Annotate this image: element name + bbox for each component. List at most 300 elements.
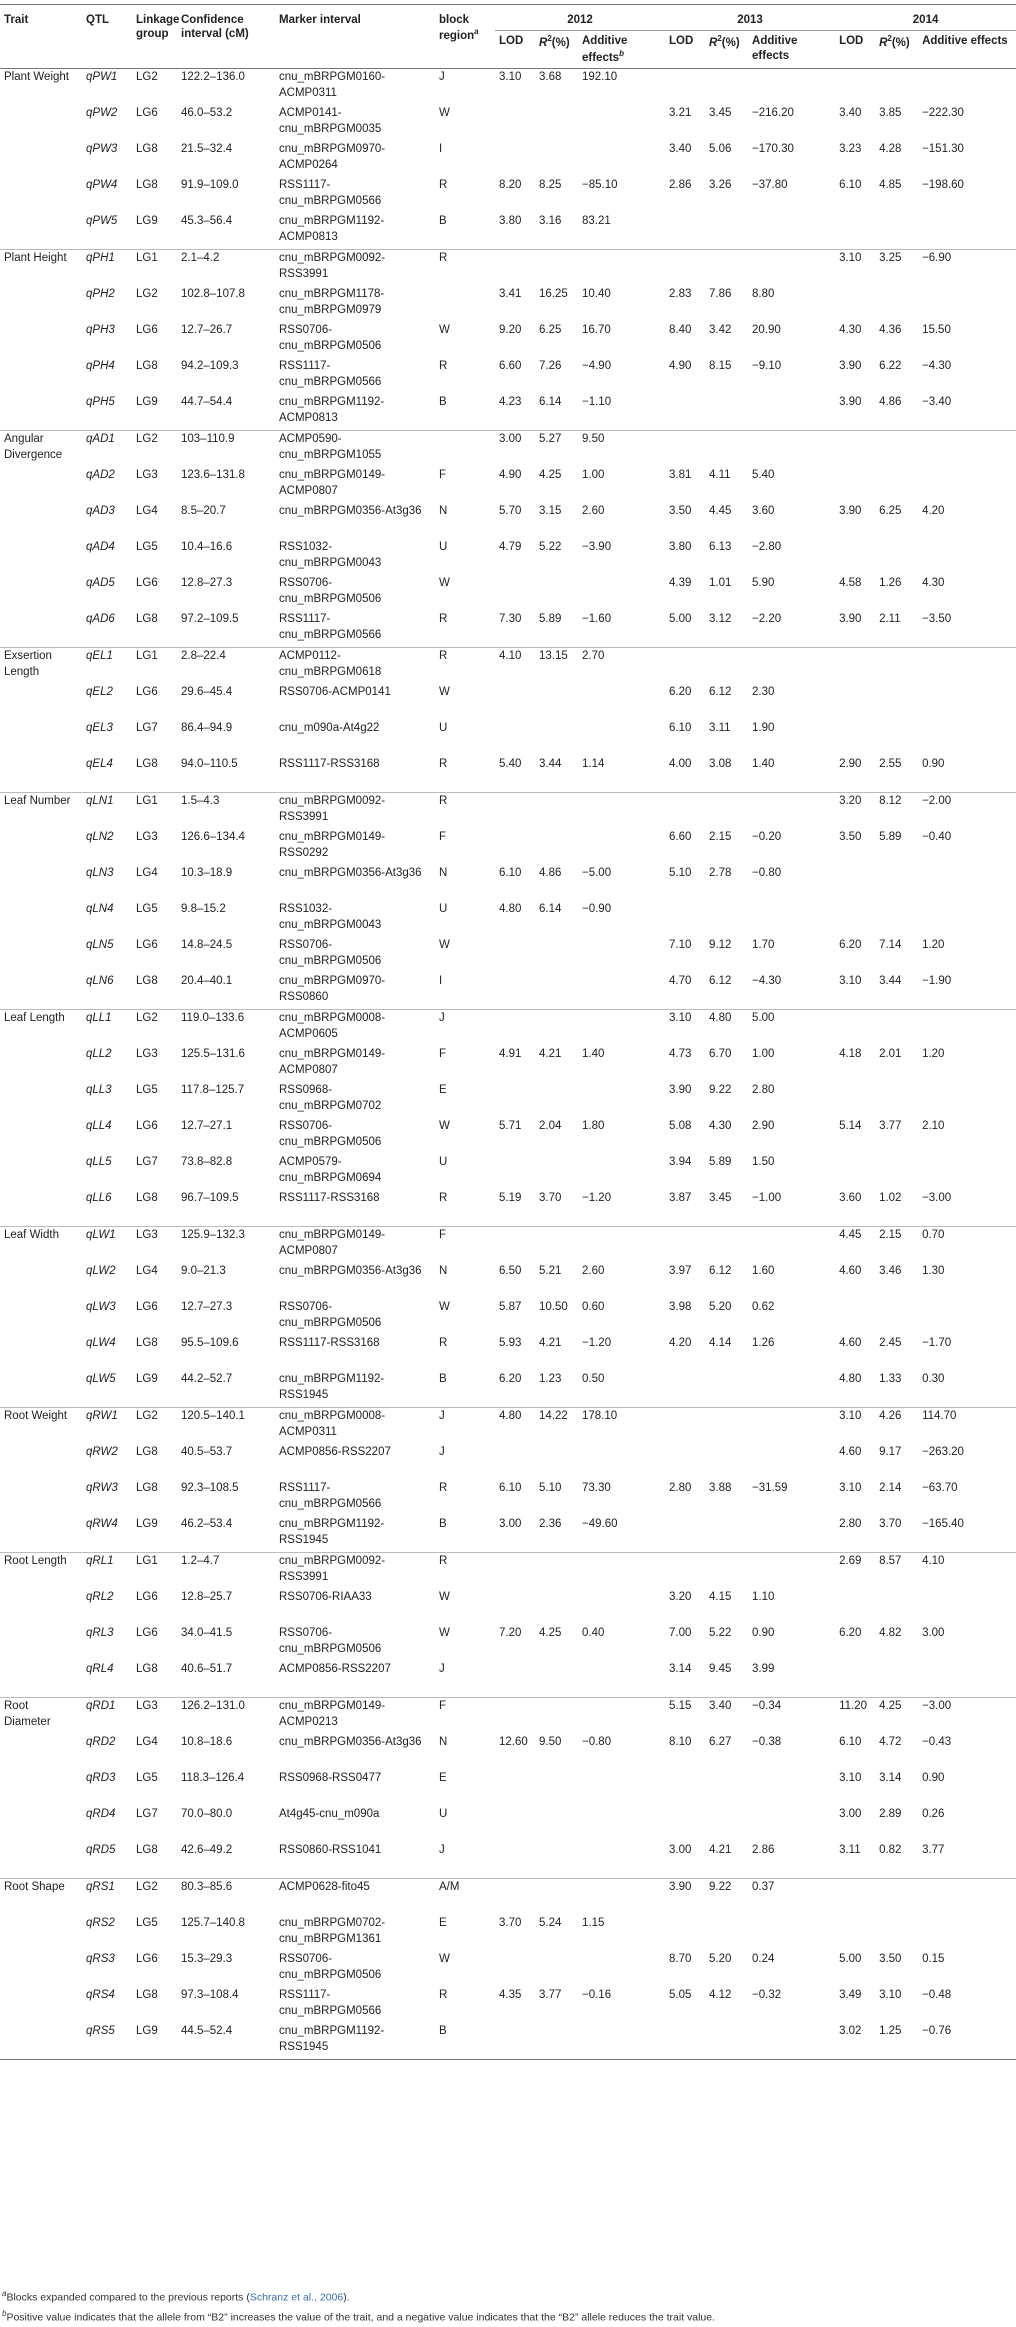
lod-cell: 4.90 — [669, 359, 692, 372]
additive-effect-cell: −1.00 — [752, 1191, 782, 1204]
r2-cell — [705, 249, 748, 286]
linkage-group-cell: LG8 — [136, 1336, 158, 1349]
r2-cell — [535, 1770, 578, 1806]
r2-cell — [535, 1154, 578, 1190]
additive-effect-cell — [918, 720, 1016, 756]
r2-cell: 2.78 — [709, 866, 732, 879]
block-region-cell: J — [439, 1662, 445, 1675]
r2-cell: 3.50 — [879, 1952, 902, 1965]
r2-cell: 3.40 — [705, 1697, 748, 1734]
lod-cell — [665, 1770, 705, 1806]
additive-effect-cell — [918, 1154, 1016, 1190]
confidence-interval-cell: 70.0–80.0 — [181, 1807, 233, 1820]
footnote-b — [2, 2306, 1012, 2326]
additive-effect-cell: 2.60 — [582, 1264, 605, 1277]
table-row — [0, 430, 1016, 467]
additive-effect-cell: 2.70 — [578, 647, 665, 684]
linkage-group-cell: LG4 — [136, 504, 158, 517]
lod-cell: 3.50 — [669, 504, 692, 517]
confidence-interval-cell: 14.8–24.5 — [181, 938, 233, 951]
r2-cell: 6.25 — [879, 504, 902, 517]
additive-effect-cell — [578, 1552, 665, 1589]
block-region-cell: U — [439, 902, 448, 915]
confidence-interval-cell: 97.3–108.4 — [181, 1988, 239, 2001]
r2-cell: 2.15 — [709, 830, 732, 843]
lod-cell — [495, 1806, 535, 1842]
additive-effect-cell: 73.30 — [582, 1481, 611, 1494]
additive-effect-cell — [748, 1226, 835, 1263]
linkage-group-cell: LG9 — [136, 1517, 158, 1530]
r2-cell: 9.12 — [709, 938, 732, 951]
lod-cell: 7.30 — [499, 612, 522, 625]
header-r2-symbol: R — [539, 37, 548, 50]
lod-cell: 2.80 — [669, 1481, 692, 1494]
r2-cell: 1.25 — [875, 2023, 918, 2060]
header-year-2014: 2014 — [835, 5, 1016, 31]
r2-cell: 6.12 — [709, 1264, 732, 1277]
block-region-cell: N — [439, 504, 448, 517]
marker-interval-cell: ACMP0628-fito45 — [275, 1878, 435, 1915]
lod-cell — [835, 286, 875, 322]
confidence-interval-cell: 12.7–27.1 — [181, 1119, 233, 1132]
additive-effect-cell: −263.20 — [922, 1445, 964, 1458]
r2-cell: 3.12 — [709, 612, 732, 625]
r2-cell — [875, 901, 918, 937]
table-row — [0, 1118, 1016, 1154]
block-region-cell: W — [439, 1952, 450, 1965]
block-region-cell: J — [435, 1009, 495, 1046]
qtl-cell: qRD1 — [82, 1697, 132, 1734]
lod-cell: 3.10 — [835, 249, 875, 286]
additive-effect-cell — [918, 1878, 1016, 1915]
linkage-group-cell: LG3 — [132, 1226, 177, 1263]
additive-effect-cell: 0.30 — [922, 1372, 945, 1385]
trait-cell — [0, 829, 82, 865]
qtl-cell: qLL2 — [86, 1047, 112, 1060]
block-region-cell: J — [435, 1407, 495, 1444]
additive-effect-cell: −2.80 — [752, 540, 782, 553]
additive-effect-cell — [748, 394, 835, 431]
r2-cell: 10.50 — [539, 1300, 568, 1313]
r2-cell: 6.25 — [539, 323, 562, 336]
block-region-cell: W — [439, 1626, 450, 1639]
lod-cell — [835, 1154, 875, 1190]
table-row — [0, 539, 1016, 575]
r2-cell: 14.22 — [535, 1407, 578, 1444]
lod-cell: 6.20 — [499, 1372, 522, 1385]
qtl-cell: qPW2 — [86, 106, 118, 119]
lod-cell — [495, 973, 535, 1010]
r2-cell — [705, 430, 748, 467]
additive-effect-cell: 1.14 — [582, 757, 605, 770]
table-row — [0, 141, 1016, 177]
additive-effect-cell: 2.10 — [922, 1119, 945, 1132]
lod-cell — [495, 1842, 535, 1879]
additive-effect-cell — [748, 1444, 835, 1480]
table-row — [0, 177, 1016, 213]
additive-effect-cell — [748, 1407, 835, 1444]
additive-effect-cell — [748, 901, 835, 937]
qtl-cell: qLW1 — [82, 1226, 132, 1263]
marker-interval-cell: cnu_mBRPGM0702-cnu_mBRPGM1361 — [279, 1916, 386, 1945]
r2-cell — [875, 430, 918, 467]
qtl-cell: qLN2 — [86, 830, 114, 843]
header-qtl: QTL — [82, 5, 132, 69]
qtl-cell: qRD2 — [86, 1735, 116, 1748]
r2-cell: 4.36 — [879, 323, 902, 336]
table-row — [0, 611, 1016, 648]
lod-cell — [665, 647, 705, 684]
block-region-cell: N — [439, 1735, 448, 1748]
r2-cell: 5.22 — [539, 540, 562, 553]
block-region-cell: W — [439, 938, 450, 951]
lod-cell: 8.40 — [669, 323, 692, 336]
linkage-group-cell: LG5 — [136, 1771, 158, 1784]
table-row — [0, 1915, 1016, 1951]
trait-cell — [0, 467, 82, 503]
r2-cell — [705, 1770, 748, 1806]
trait-cell — [0, 105, 82, 141]
additive-effect-cell: 0.15 — [922, 1952, 945, 1965]
r2-cell: 3.11 — [709, 721, 731, 734]
table-row — [0, 467, 1016, 503]
header-block-region — [435, 5, 495, 69]
qtl-cell: qEL3 — [86, 721, 113, 734]
r2-cell: 1.26 — [879, 576, 902, 589]
r2-cell: 4.25 — [875, 1697, 918, 1734]
header-confidence-interval: Confidence interval (cM) — [177, 5, 275, 69]
lod-cell — [495, 1697, 535, 1734]
lod-cell: 3.90 — [839, 395, 862, 408]
r2-cell — [875, 539, 918, 575]
marker-interval-cell: RSS1117-cnu_mBRPGM0566 — [279, 359, 382, 388]
block-region-cell: W — [439, 685, 450, 698]
lod-cell: 4.73 — [669, 1047, 692, 1060]
lod-cell: 3.90 — [839, 359, 862, 372]
r2-cell — [875, 1915, 918, 1951]
lod-cell — [495, 1589, 535, 1625]
confidence-interval-cell: 10.8–18.6 — [181, 1735, 233, 1748]
trait-cell — [0, 1661, 82, 1698]
lod-cell: 6.10 — [839, 178, 862, 191]
lod-cell: 3.90 — [665, 1878, 705, 1915]
header-year-2012: 2012 — [495, 5, 665, 31]
r2-cell: 3.77 — [879, 1119, 902, 1132]
trait-cell — [0, 1299, 82, 1335]
r2-cell — [535, 1589, 578, 1625]
r2-cell: 4.82 — [879, 1626, 902, 1639]
additive-effect-cell: 1.80 — [582, 1119, 605, 1132]
lod-cell: 5.71 — [499, 1119, 522, 1132]
r2-cell — [705, 213, 748, 250]
qtl-cell: qPH1 — [82, 249, 132, 286]
block-region-cell: R — [439, 1481, 448, 1494]
additive-effect-cell — [578, 1009, 665, 1046]
lod-cell — [495, 1878, 535, 1915]
marker-interval-cell: cnu_mBRPGM0356-At3g36 — [279, 1735, 422, 1748]
r2-cell — [535, 1878, 578, 1915]
linkage-group-cell: LG7 — [136, 1155, 158, 1168]
lod-cell — [495, 1552, 535, 1589]
block-region-cell: E — [439, 1083, 447, 1096]
additive-effect-cell — [918, 1009, 1016, 1046]
linkage-group-cell: LG3 — [136, 1047, 158, 1060]
r2-cell: 4.72 — [879, 1735, 902, 1748]
additive-effect-cell — [578, 792, 665, 829]
r2-cell: 3.44 — [879, 974, 902, 987]
table-row — [0, 286, 1016, 322]
linkage-group-cell: LG1 — [132, 1552, 177, 1589]
r2-cell: 3.70 — [539, 1191, 562, 1204]
lod-cell — [665, 901, 705, 937]
additive-effect-cell — [578, 575, 665, 611]
linkage-group-cell: LG2 — [132, 1878, 177, 1915]
qtl-cell: qEL4 — [86, 757, 113, 770]
r2-cell — [705, 1915, 748, 1951]
lod-cell: 3.50 — [839, 830, 862, 843]
block-region-cell: W — [439, 323, 450, 336]
table-row — [0, 503, 1016, 539]
lod-cell — [665, 249, 705, 286]
table-row — [0, 68, 1016, 105]
additive-effect-cell: 10.40 — [582, 287, 611, 300]
table-row — [0, 249, 1016, 286]
r2-cell: 6.12 — [709, 685, 732, 698]
lod-cell: 3.00 — [669, 1843, 692, 1856]
lod-cell: 3.70 — [499, 1916, 522, 1929]
r2-cell — [535, 1226, 578, 1263]
r2-cell — [535, 1552, 578, 1589]
linkage-group-cell: LG9 — [132, 2023, 177, 2060]
block-region-cell: W — [439, 1119, 450, 1132]
r2-cell — [535, 1009, 578, 1046]
table-row — [0, 1625, 1016, 1661]
r2-cell: 9.22 — [705, 1878, 748, 1915]
lod-cell: 3.10 — [835, 1407, 875, 1444]
linkage-group-cell: LG5 — [136, 1916, 158, 1929]
additive-effect-cell — [578, 141, 665, 177]
r2-cell — [875, 286, 918, 322]
trait-cell — [0, 684, 82, 720]
additive-effect-cell: 3.77 — [922, 1843, 945, 1856]
header-r2-1 — [705, 31, 748, 69]
r2-cell — [705, 1407, 748, 1444]
lod-cell — [835, 467, 875, 503]
lod-cell: 4.35 — [499, 1988, 522, 2001]
additive-effect-cell — [748, 68, 835, 105]
additive-effect-cell: 8.80 — [752, 287, 775, 300]
lod-cell: 11.20 — [835, 1697, 875, 1734]
marker-interval-cell: cnu_mBRPGM0970-RSS0860 — [279, 974, 386, 1003]
r2-cell: 5.27 — [535, 430, 578, 467]
additive-effect-cell — [918, 68, 1016, 105]
r2-cell: 4.12 — [709, 1988, 732, 2001]
lod-cell: 5.05 — [669, 1988, 692, 2001]
r2-cell: 1.02 — [879, 1191, 902, 1204]
qtl-cell: qLW4 — [86, 1336, 116, 1349]
additive-effect-cell: −5.00 — [582, 866, 612, 879]
r2-cell: 6.13 — [709, 540, 732, 553]
lod-cell: 3.10 — [839, 1481, 862, 1494]
block-region-cell: B — [439, 395, 447, 408]
marker-interval-cell: RSS0706-cnu_mBRPGM0506 — [279, 1119, 382, 1148]
trait-cell — [0, 901, 82, 937]
lod-cell: 3.00 — [839, 1807, 862, 1820]
block-region-cell: F — [439, 830, 447, 843]
lod-cell — [495, 1226, 535, 1263]
confidence-interval-cell: 92.3–108.5 — [181, 1481, 239, 1494]
r2-cell — [535, 1697, 578, 1734]
trait-cell — [0, 286, 82, 322]
linkage-group-cell: LG1 — [132, 647, 177, 684]
additive-effect-cell — [748, 647, 835, 684]
qtl-cell: qRS4 — [86, 1988, 115, 2001]
lod-cell: 4.60 — [839, 1336, 862, 1349]
lod-cell: 3.10 — [665, 1009, 705, 1046]
linkage-group-cell: LG3 — [132, 1697, 177, 1734]
trait-cell — [0, 720, 82, 756]
lod-cell: 3.41 — [499, 287, 522, 300]
additive-effect-cell: 5.90 — [752, 576, 775, 589]
marker-interval-cell: cnu_mBRPGM0092-RSS3991 — [275, 249, 435, 286]
confidence-interval-cell: 119.0–133.6 — [177, 1009, 275, 1046]
additive-effect-cell: −170.30 — [752, 142, 794, 155]
block-region-cell: F — [435, 1226, 495, 1263]
header-r2-suffix: (%) — [891, 37, 910, 50]
qtl-cell: qRS3 — [86, 1952, 115, 1965]
additive-effect-cell — [578, 684, 665, 720]
confidence-interval-cell: 123.6–131.8 — [181, 468, 245, 481]
qtl-cell: qRL2 — [86, 1590, 114, 1603]
marker-interval-cell: RSS0706-cnu_mBRPGM0506 — [279, 1952, 382, 1981]
additive-effect-cell: −9.10 — [752, 359, 782, 372]
lod-cell — [495, 1082, 535, 1118]
confidence-interval-cell: 117.8–125.7 — [181, 1083, 245, 1096]
lod-cell: 2.69 — [835, 1552, 875, 1589]
linkage-group-cell: LG1 — [132, 249, 177, 286]
lod-cell: 4.60 — [839, 1445, 862, 1458]
r2-cell — [535, 792, 578, 829]
r2-cell: 0.82 — [879, 1843, 902, 1856]
marker-interval-cell: RSS0706-cnu_mBRPGM0506 — [279, 938, 382, 967]
r2-cell — [875, 467, 918, 503]
qtl-cell: qPW4 — [86, 178, 118, 191]
additive-effect-cell — [578, 105, 665, 141]
qtl-cell: qLW2 — [86, 1264, 116, 1277]
linkage-group-cell: LG9 — [136, 395, 158, 408]
r2-cell: 3.26 — [709, 178, 732, 191]
header-r2-suffix: (%) — [551, 37, 570, 50]
additive-effect-cell — [748, 1806, 835, 1842]
r2-cell: 2.15 — [875, 1226, 918, 1263]
lod-cell: 3.90 — [669, 1083, 692, 1096]
additive-effect-cell: 9.50 — [578, 430, 665, 467]
additive-effect-cell: 0.26 — [922, 1807, 945, 1820]
lod-cell: 3.40 — [669, 142, 692, 155]
trait-cell: Angular Divergence — [0, 430, 82, 467]
qtl-cell: qPH2 — [86, 287, 115, 300]
trait-cell — [0, 1734, 82, 1770]
lod-cell: 3.94 — [669, 1155, 692, 1168]
lod-cell: 4.39 — [669, 576, 692, 589]
r2-cell: 1.33 — [879, 1372, 902, 1385]
qtl-cell: qRW4 — [86, 1517, 118, 1530]
r2-cell: 6.12 — [709, 974, 732, 987]
qtl-cell: qRL3 — [86, 1626, 114, 1639]
additive-effect-cell — [748, 249, 835, 286]
r2-cell: 6.70 — [709, 1047, 732, 1060]
confidence-interval-cell: 96.7–109.5 — [181, 1191, 239, 1204]
marker-interval-cell: RSS1117-cnu_mBRPGM0566 — [279, 1481, 382, 1510]
additive-effect-cell: 1.00 — [582, 468, 605, 481]
r2-cell — [705, 1226, 748, 1263]
confidence-interval-cell: 1.5–4.3 — [177, 792, 275, 829]
header-additive-label: Additive effects — [752, 35, 798, 62]
additive-effect-cell — [578, 829, 665, 865]
marker-interval-cell: ACMP0856-RSS2207 — [279, 1662, 391, 1675]
trait-cell — [0, 1371, 82, 1408]
qtl-cell: qRD3 — [86, 1771, 116, 1784]
footnote-a-citation[interactable]: Schranz et al., 2006 — [249, 2291, 344, 2304]
confidence-interval-cell: 1.2–4.7 — [177, 1552, 275, 1589]
additive-effect-cell: −0.20 — [752, 830, 782, 843]
lod-cell: 5.87 — [499, 1300, 522, 1313]
block-region-cell: R — [439, 1336, 448, 1349]
additive-effect-cell: 4.20 — [922, 504, 945, 517]
linkage-group-cell: LG3 — [136, 830, 158, 843]
marker-interval-cell: ACMP0141-cnu_mBRPGM0035 — [279, 106, 382, 135]
lod-cell: 6.20 — [669, 685, 692, 698]
additive-effect-cell: −1.90 — [922, 974, 952, 987]
additive-effect-cell: −85.10 — [582, 178, 618, 191]
r2-cell: 7.26 — [539, 359, 562, 372]
additive-effect-cell — [748, 792, 835, 829]
table-row — [0, 1190, 1016, 1227]
lod-cell: 3.40 — [839, 106, 862, 119]
linkage-group-cell: LG6 — [136, 1952, 158, 1965]
additive-effect-cell — [918, 213, 1016, 250]
lod-cell — [665, 2023, 705, 2060]
r2-cell — [535, 1661, 578, 1698]
additive-effect-cell — [918, 1589, 1016, 1625]
trait-cell: Root Length — [0, 1552, 82, 1589]
additive-effect-cell: 1.20 — [922, 1047, 945, 1060]
additive-effect-cell: 178.10 — [578, 1407, 665, 1444]
lod-cell: 2.90 — [839, 757, 862, 770]
trait-cell — [0, 865, 82, 901]
trait-cell — [0, 756, 82, 793]
additive-effect-cell: 4.30 — [922, 576, 945, 589]
trait-cell: Plant Height — [0, 249, 82, 286]
qtl-cell: qEL1 — [82, 647, 132, 684]
additive-effect-cell: 0.90 — [922, 757, 945, 770]
qtl-cell: qPW5 — [86, 214, 118, 227]
header-additive-effects-0 — [578, 31, 665, 69]
r2-cell — [535, 1842, 578, 1879]
r2-cell — [875, 1082, 918, 1118]
r2-cell: 13.15 — [535, 647, 578, 684]
qtl-cell: qPH5 — [86, 395, 115, 408]
linkage-group-cell: LG9 — [136, 214, 158, 227]
table-row — [0, 1734, 1016, 1770]
lod-cell: 7.20 — [499, 1626, 522, 1639]
footnote-b-text: Positive value indicates that the allele from “B2” increases the value of the trait, and a negative value indicates that the “B2” allele reduces the trait value. — [6, 2311, 716, 2323]
additive-effect-cell: 2.30 — [752, 685, 775, 698]
linkage-group-cell: LG5 — [136, 902, 158, 915]
trait-cell — [0, 1480, 82, 1516]
qtl-cell: qEL2 — [86, 685, 113, 698]
additive-effect-cell: −165.40 — [922, 1517, 964, 1530]
